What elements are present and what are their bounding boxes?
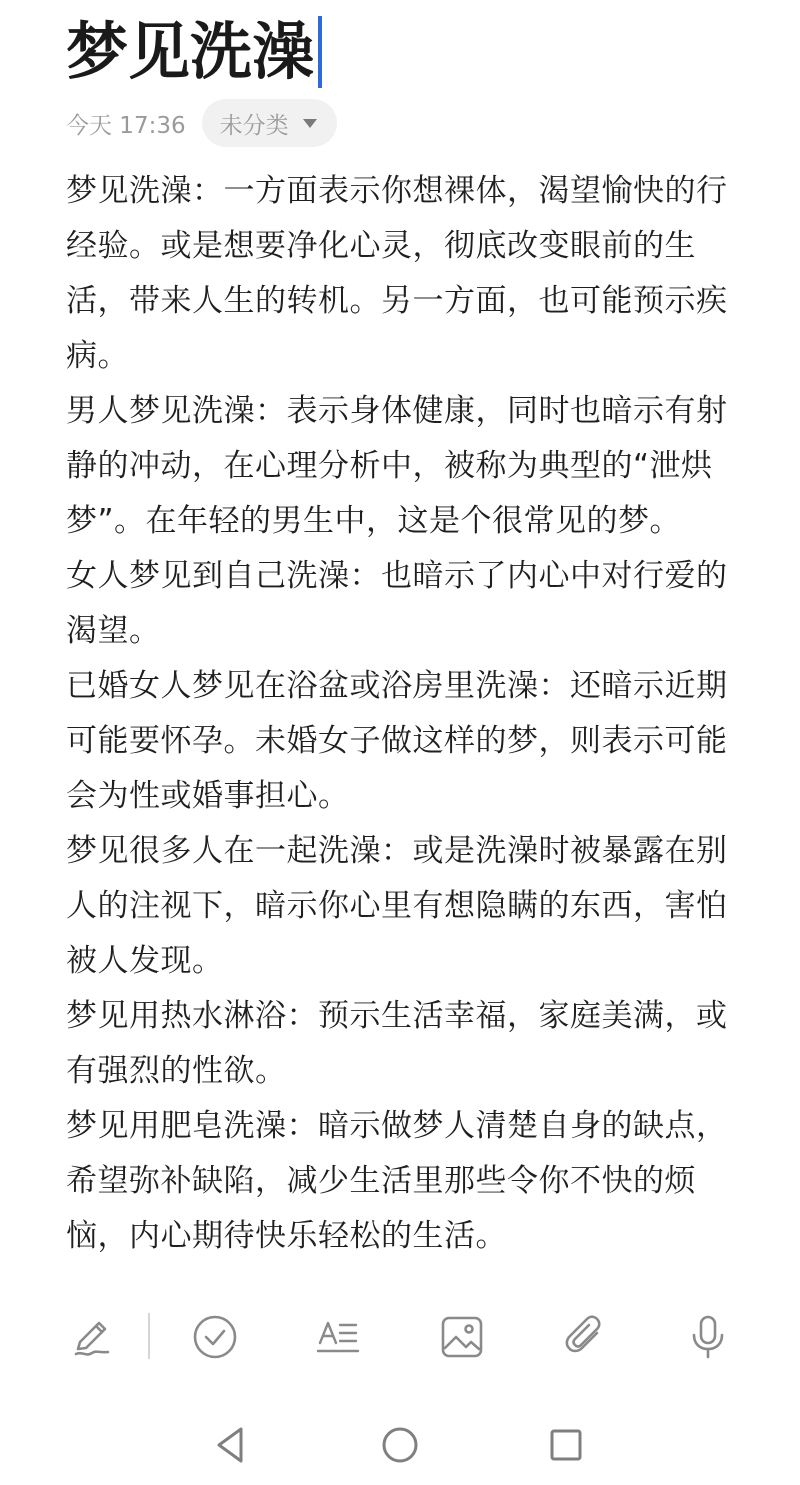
attachment-button[interactable] — [559, 1311, 611, 1363]
note-paragraph[interactable]: 梦见洗澡：一方面表示你想裸体，渴望愉快的行经验。或是想要净化心灵，彻底改变眼前的生活，带来人生的转机。另一方面，也可能预示疾病。 — [66, 173, 728, 374]
nav-recents-button[interactable] — [541, 1420, 591, 1470]
note-title[interactable]: 梦见洗澡 — [66, 15, 315, 88]
editor-toolbar — [0, 1305, 800, 1369]
note-meta — [66, 98, 337, 148]
category-dropdown[interactable] — [202, 99, 337, 147]
note-paragraph[interactable]: 梦见用热水淋浴：预示生活幸福，家庭美满，或有强烈的性欲。 — [66, 998, 728, 1089]
voice-input-button[interactable] — [682, 1311, 734, 1363]
checklist-button[interactable] — [189, 1311, 241, 1363]
category-label: 未分类 — [219, 112, 289, 139]
checklist-icon — [191, 1313, 239, 1361]
text-caret — [318, 16, 322, 88]
microphone-icon — [684, 1313, 732, 1361]
nav-back-button[interactable] — [206, 1420, 256, 1470]
note-title-field[interactable] — [66, 12, 322, 92]
note-paragraph[interactable]: 女人梦见到自己洗澡：也暗示了内心中对行爱的渴望。 — [66, 558, 728, 649]
note-paragraph[interactable]: 梦见很多人在一起洗澡：或是洗澡时被暴露在别人的注视下，暗示你心里有想隐瞒的东西，害怕被人发现。 — [66, 833, 728, 979]
pen-icon — [68, 1313, 116, 1361]
back-icon — [209, 1423, 253, 1467]
dropdown-arrow-icon — [303, 119, 317, 128]
note-timestamp: 今天 17:36 — [66, 112, 186, 139]
image-icon — [438, 1313, 486, 1361]
handwriting-button[interactable] — [66, 1311, 118, 1363]
text-style-button[interactable] — [312, 1311, 364, 1363]
note-paragraph[interactable]: 梦见用肥皂洗澡：暗示做梦人清楚自身的缺点，希望弥补缺陷，减少生活里那些令你不快的烦恼，内心期待快乐轻松的生活。 — [66, 1108, 728, 1254]
attachment-icon — [561, 1313, 609, 1361]
system-navigation-bar — [0, 1410, 800, 1476]
insert-image-button[interactable] — [436, 1311, 488, 1363]
text-style-icon — [314, 1313, 362, 1361]
note-paragraph[interactable]: 男人梦见洗澡：表示身体健康，同时也暗示有射静的冲动，在心理分析中，被称为典型的“泄烘梦”。在年轻的男生中，这是个很常见的梦。 — [66, 393, 728, 539]
note-paragraph[interactable]: 已婚女人梦见在浴盆或浴房里洗澡：还暗示近期可能要怀孕。未婚女子做这样的梦，则表示可能会为性或婚事担心。 — [66, 668, 728, 814]
recents-icon — [544, 1423, 588, 1467]
note-body-editor[interactable] — [66, 164, 736, 1264]
home-icon — [378, 1423, 422, 1467]
nav-home-button[interactable] — [375, 1420, 425, 1470]
toolbar-divider — [148, 1313, 150, 1359]
